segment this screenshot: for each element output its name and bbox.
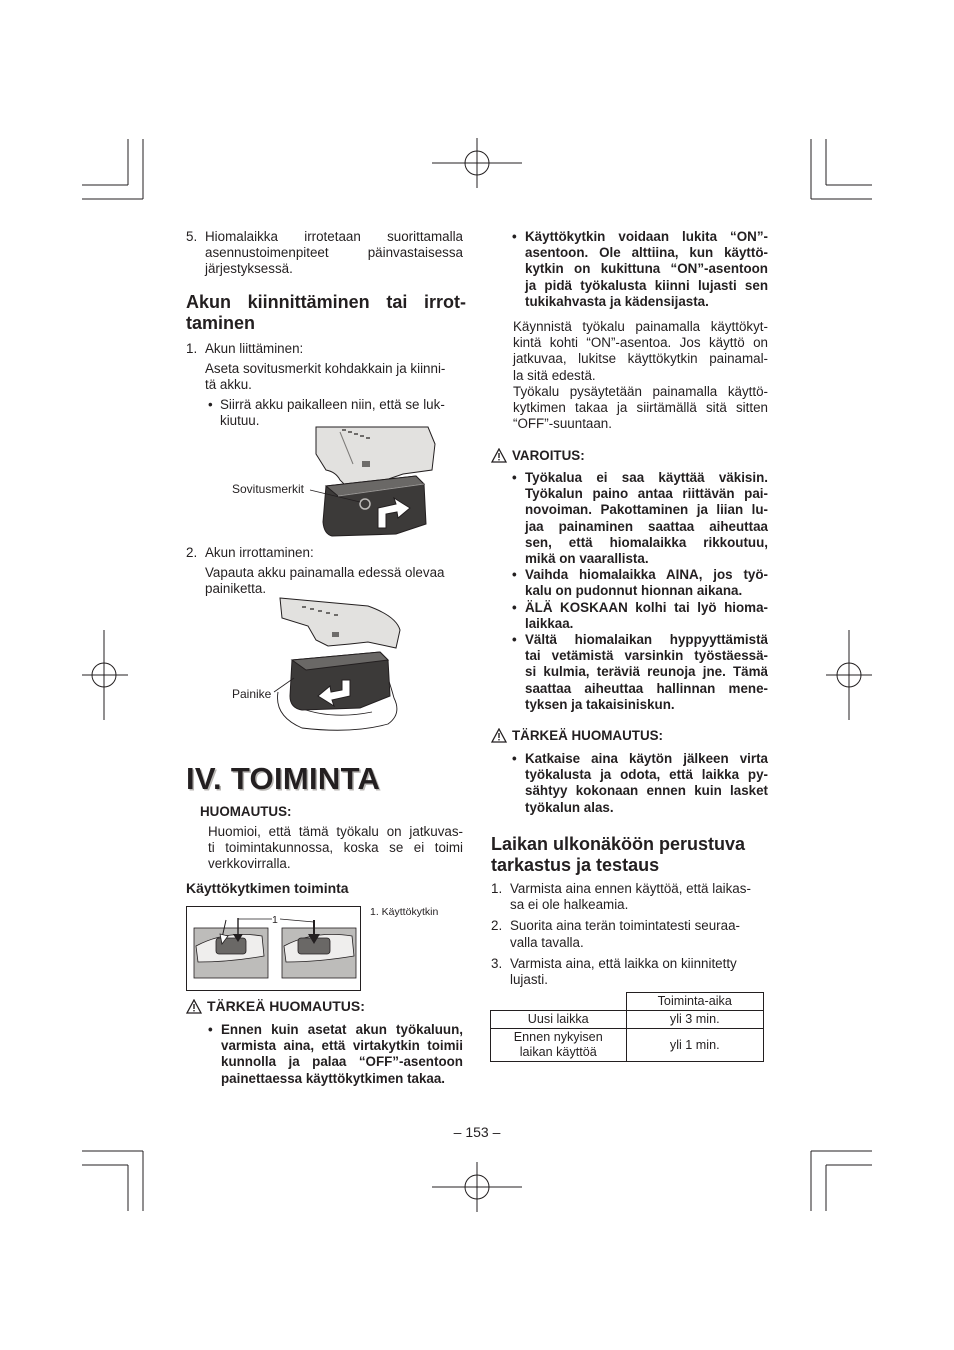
note-text <box>208 824 463 873</box>
bullet-line: Työkalun paino antaa riittävän pai- <box>525 486 768 502</box>
step-desc-line: painiketta. <box>205 581 267 597</box>
section-title: IV. TOIMINTA <box>186 761 381 796</box>
warning-bullet <box>512 470 768 567</box>
bullet-line: tukikahvasta ja kädensijasta. <box>525 293 709 309</box>
lock-bullet <box>512 229 768 310</box>
step-number: 2. <box>186 545 198 560</box>
item-line: Varmista aina, että laikka on kiinnitetty <box>510 955 737 971</box>
step-line: järjestyksessä. <box>205 261 293 277</box>
warning-bullet <box>512 600 768 632</box>
bullet-line: ja pidä työkalusta kiinni lujasti sen <box>525 277 768 293</box>
item-number: 1. <box>491 881 503 896</box>
table-row-value: yli 1 min. <box>626 1029 764 1062</box>
paragraph-line: “OFF”-suuntaan. <box>513 416 612 432</box>
bullet-line: laikkaa. <box>525 615 574 631</box>
bullet-line: jaa painaminen saattaa aiheuttaa <box>525 518 768 534</box>
step-line: asennustoimenpiteet päinvastaisessa <box>205 245 463 261</box>
inspection-list <box>491 881 768 988</box>
bullet-line: kiutuu. <box>220 413 260 429</box>
switch-legend: 1. Käyttökytkin <box>370 906 439 918</box>
bullet-line: asentoon. Ole alttiina, kun käyttö- <box>525 245 768 261</box>
item-line: Varmista aina ennen käyttöä, että laikas- <box>510 881 751 896</box>
bullet-line: novoiman. Pakottaminen ja liian lu- <box>525 502 768 518</box>
warning-triangle-icon <box>186 999 202 1014</box>
battery-detach-illustration <box>272 596 414 732</box>
warning-bullet <box>512 567 768 599</box>
important-heading-2 <box>491 728 663 743</box>
step-desc-line: Aseta sovitusmerkit kohdakkain ja kiinni- <box>205 361 446 377</box>
step-title: Akun liittäminen: <box>205 341 304 356</box>
bullet-marker: • <box>512 229 517 244</box>
item-number: 3. <box>491 955 503 971</box>
bullet-line: tai vetämistä varsinkin työstäessä- <box>525 648 768 664</box>
battery-heading <box>186 292 466 334</box>
bullet-line: si kulmia, teräviä reunoja jne. Tämä <box>525 664 768 680</box>
table-row-label <box>491 1029 627 1062</box>
item-line: sa ei ole halkeamia. <box>510 897 629 913</box>
list-item <box>491 881 768 913</box>
bullet-marker: • <box>512 470 517 485</box>
bullet-line: työkalun alas. <box>525 799 614 815</box>
bullet-line: sähtyy kokonaan ennen kuin lasket <box>525 783 768 799</box>
step-desc-line: tä akku. <box>205 377 252 393</box>
warning-bullets <box>512 470 768 713</box>
warning-heading-text: VAROITUS: <box>512 448 585 463</box>
switch-heading: Käyttökytkimen toiminta <box>186 880 349 896</box>
bullet-marker: • <box>208 397 213 412</box>
heading-line: Akun kiinnittäminen tai irrot- <box>186 292 466 312</box>
item-number: 2. <box>491 918 503 934</box>
heading-line: tarkastus ja testaus <box>491 855 660 875</box>
note-line: ti toimintakunnossa, koska se ei toimi <box>208 840 463 856</box>
step-number: 1. <box>186 341 198 356</box>
step-desc-line: Vapauta akku painamalla edessä olevaa <box>205 565 445 581</box>
bullet-line: työkalusta ja odota, että laikka py- <box>525 767 768 783</box>
label-line: Ennen nykyisen <box>513 1030 603 1044</box>
label-line: laikan käyttöä <box>519 1045 597 1059</box>
warning-triangle-icon <box>491 728 507 743</box>
paragraph-line: kytkimen takaa ja siirtämällä sitä sitten <box>513 400 768 416</box>
warning-heading <box>491 448 585 463</box>
bullet-line: kytkin on kukittuna “ON”-asentoon <box>525 261 768 277</box>
important-bullet-2 <box>512 751 768 816</box>
inspection-heading <box>491 834 769 876</box>
bullet-line: Ennen kuin asetat akun työkaluun, <box>221 1022 463 1037</box>
list-item <box>491 956 768 988</box>
table-row <box>491 1029 764 1062</box>
switch-callout-number: 1 <box>272 914 278 926</box>
battery-attach-illustration <box>228 424 440 538</box>
table-header-row <box>491 993 764 1011</box>
table-header-cell: Toiminta-aika <box>626 993 764 1011</box>
paragraph-line: Käynnistä työkalu painamalla käyttökyt- <box>513 319 768 334</box>
heading-line: taminen <box>186 313 256 333</box>
bullet-marker: • <box>512 751 517 766</box>
item-line: valla tavalla. <box>510 934 584 950</box>
bullet-line: Siirrä akku paikalleen niin, että se luk- <box>220 397 445 412</box>
bullet-line: Työkalua ei saa käyttää väkisin. <box>525 470 768 485</box>
bullet-line: Vaihda hiomalaikka AINA, jos työ- <box>525 567 768 583</box>
step-number: 5. <box>186 229 198 244</box>
warning-triangle-icon <box>491 448 507 463</box>
page-number: – 153 – <box>453 1124 501 1140</box>
important-heading-text: TÄRKEÄ HUOMAUTUS: <box>207 998 365 1014</box>
warning-bullet <box>512 632 768 713</box>
list-item <box>491 918 768 950</box>
alignment-marks-label: Sovitusmerkit <box>232 482 305 496</box>
paragraph-line: jatkuvaa, lukitse käyttökytkin painamal- <box>513 351 768 367</box>
step-line: Hiomalaikka irrotetaan suorittamalla <box>205 229 463 244</box>
heading-line: Laikan ulkonäköön perustuva <box>491 834 746 854</box>
step-title: Akun irrottaminen: <box>205 545 314 560</box>
important-heading <box>186 998 365 1014</box>
paragraph-line: Työkalu pysäytetään painamalla käyttö- <box>513 383 768 399</box>
item-line: Suorita aina terän toimintatesti seuraa- <box>510 918 740 934</box>
bullet-line: saattaa aiheuttaa hallinnan mene- <box>525 680 768 696</box>
attach-battery-step <box>186 341 463 394</box>
bullet-marker: • <box>512 567 517 583</box>
bullet-marker: • <box>208 1022 213 1037</box>
bullet-line: ÄLÄ KOSKAAN kolhi tai lyö hioma- <box>525 599 768 615</box>
note-line: Huomioi, että tämä työkalu on jatkuvas- <box>208 824 463 839</box>
bullet-line: sen, että hiomalaikka rikkoutuu, <box>525 534 768 550</box>
bullet-line: Vältä hiomalaikan hyppyyttämistä <box>525 632 768 648</box>
bullet-line: painettaessa käyttökytkimen takaa. <box>221 1070 446 1086</box>
step-5 <box>186 229 463 278</box>
bullet-line: mikä on vaarallista. <box>525 551 649 567</box>
note-heading: HUOMAUTUS: <box>200 804 292 819</box>
table-row-label: Uusi laikka <box>491 1011 627 1029</box>
bullet-line: kunnolla ja palaa “OFF”-asentoon <box>221 1054 463 1070</box>
bullet-line: tyksen ja takaisiniskun. <box>525 696 675 712</box>
bullet-line: Käyttökytkin voidaan lukita “ON”- <box>525 229 768 244</box>
paragraph-line: kintä kohti “ON”-asentoa. Jos käyttö on <box>513 335 768 351</box>
release-button-label: Painike <box>232 687 272 701</box>
note-line: verkkovirralla. <box>208 856 291 872</box>
bullet-marker: • <box>512 632 517 648</box>
table-corner <box>491 993 627 1011</box>
bullet-line: kalu on pudonnut hionnan aikana. <box>525 583 743 599</box>
paragraph-line: la sitä edestä. <box>513 367 596 383</box>
table-row-value: yli 3 min. <box>626 1011 764 1029</box>
bullet-line: varmista aina, että virtakytkin toimii <box>221 1038 463 1054</box>
bullet-line: Katkaise aina käytön jälkeen virta <box>525 751 768 766</box>
run-time-table <box>490 992 764 1062</box>
table-row <box>491 1011 764 1029</box>
start-paragraph <box>513 319 768 432</box>
important-heading-text: TÄRKEÄ HUOMAUTUS: <box>512 728 664 743</box>
bullet-marker: • <box>512 599 517 615</box>
detach-battery-step <box>186 545 463 598</box>
item-line: lujasti. <box>510 972 548 988</box>
important-bullet <box>208 1022 463 1087</box>
